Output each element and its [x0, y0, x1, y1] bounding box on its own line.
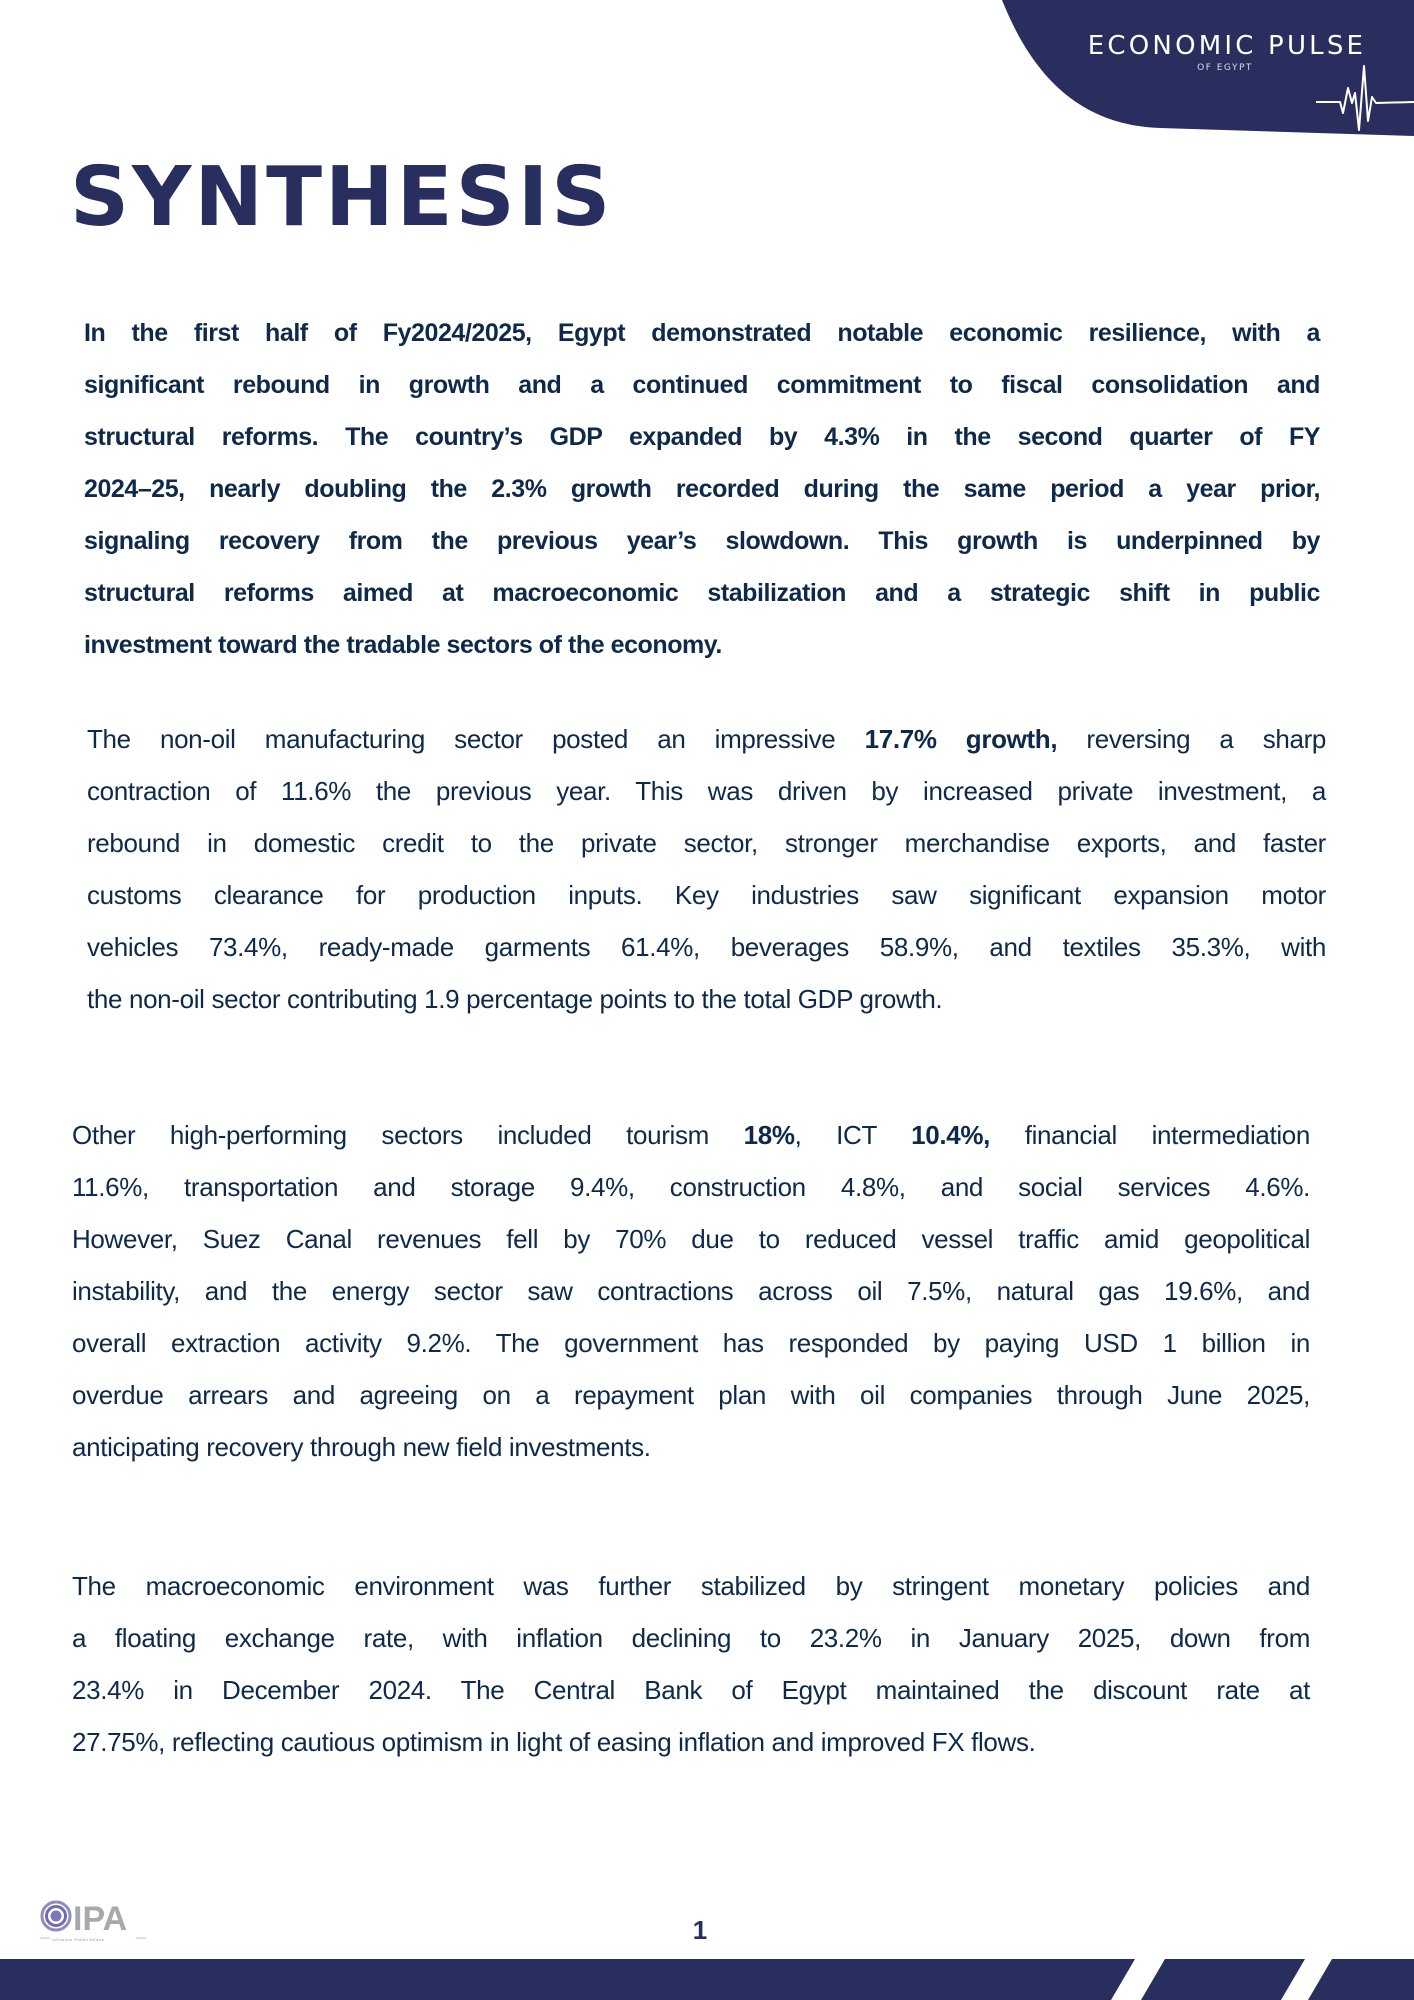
text-line: signaling recovery from the previous year’s slowdown. This growth is underpinned by: [84, 527, 1320, 555]
brand-subtitle: OF EGYPT: [1197, 63, 1253, 73]
text-span: Other high-performing sectors included tourism: [72, 1120, 744, 1150]
text-line: the non-oil sector contributing 1.9 percentage points to the total GDP growth.: [87, 984, 943, 1014]
footer-bar: [0, 1959, 1414, 2000]
text-line: 23.4% in December 2024. The Central Bank of Egypt maintained the discount rate at: [72, 1675, 1310, 1705]
text-line: However, Suez Canal revenues fell by 70% due to reduced vessel traffic amid geopolitical: [72, 1224, 1310, 1254]
text-line: a floating exchange rate, with inflation declining to 23.2% in January 2025, down from: [72, 1623, 1310, 1653]
text-span: , ICT: [794, 1120, 912, 1150]
page-title: SYNTHESIS: [70, 150, 614, 245]
text-line: [87, 713, 1326, 765]
text-line: structural reforms aimed at macroeconomic stabilization and a strategic shift in public: [84, 579, 1320, 607]
text-line: customs clearance for production inputs. Key industries saw significant expansion motor: [87, 880, 1326, 910]
text-line: anticipating recovery through new field investments.: [72, 1432, 651, 1462]
text-span: financial intermediation: [990, 1120, 1311, 1150]
lead-paragraph: [84, 307, 1320, 671]
brand-title: ECONOMIC PULSE: [1087, 31, 1367, 61]
text-line: contraction of 11.6% the previous year. This was driven by increased private investment, a: [87, 776, 1326, 806]
text-line: In the first half of Fy2024/2025, Egypt demonstrated notable economic resilience, with a: [84, 319, 1320, 347]
highlight-value: 17.7% growth,: [864, 724, 1058, 754]
highlight-value: 10.4%,: [911, 1120, 991, 1150]
logo-tagline: Influence Public Affairs: [52, 1937, 105, 1942]
page-number: 1: [692, 1915, 708, 1945]
text-line: 2024–25, nearly doubling the 2.3% growth recorded during the same period a year prior,: [84, 475, 1320, 503]
text-span: reversing a sharp: [1057, 724, 1326, 754]
text-line: The macroeconomic environment was further stabilized by stringent monetary policies and: [72, 1571, 1310, 1601]
text-line: structural reforms. The country’s GDP expanded by 4.3% in the second quarter of FY: [84, 423, 1320, 451]
monetary-paragraph: [72, 1560, 1310, 1768]
text-line: [72, 1109, 1310, 1161]
text-line: 27.75%, reflecting cautious optimism in light of easing inflation and improved FX flows.: [72, 1727, 1036, 1757]
highlight-value: 18%: [743, 1120, 795, 1150]
logo-wordmark: IPA: [73, 1900, 128, 1938]
text-line: investment toward the tradable sectors of the economy.: [84, 631, 722, 659]
text-line: significant rebound in growth and a continued commitment to fiscal consolidation and: [84, 371, 1320, 399]
text-line: rebound in domestic credit to the private sector, stronger merchandise exports, and faster: [87, 828, 1326, 858]
text-line: overdue arrears and agreeing on a repayment plan with oil companies through June 2025,: [72, 1380, 1310, 1410]
manufacturing-paragraph: [87, 713, 1326, 1025]
text-line: overall extraction activity 9.2%. The government has responded by paying USD 1 billion in: [72, 1328, 1310, 1358]
text-line: instability, and the energy sector saw contractions across oil 7.5%, natural gas 19.6%, and: [72, 1276, 1310, 1306]
text-line: vehicles 73.4%, ready-made garments 61.4%, beverages 58.9%, and textiles 35.3%, with: [87, 932, 1326, 962]
text-line: 11.6%, transportation and storage 9.4%, construction 4.8%, and social services 4.6%.: [72, 1172, 1310, 1202]
text-span: The non-oil manufacturing sector posted an impressive: [87, 724, 865, 754]
sectors-paragraph: [72, 1109, 1310, 1473]
